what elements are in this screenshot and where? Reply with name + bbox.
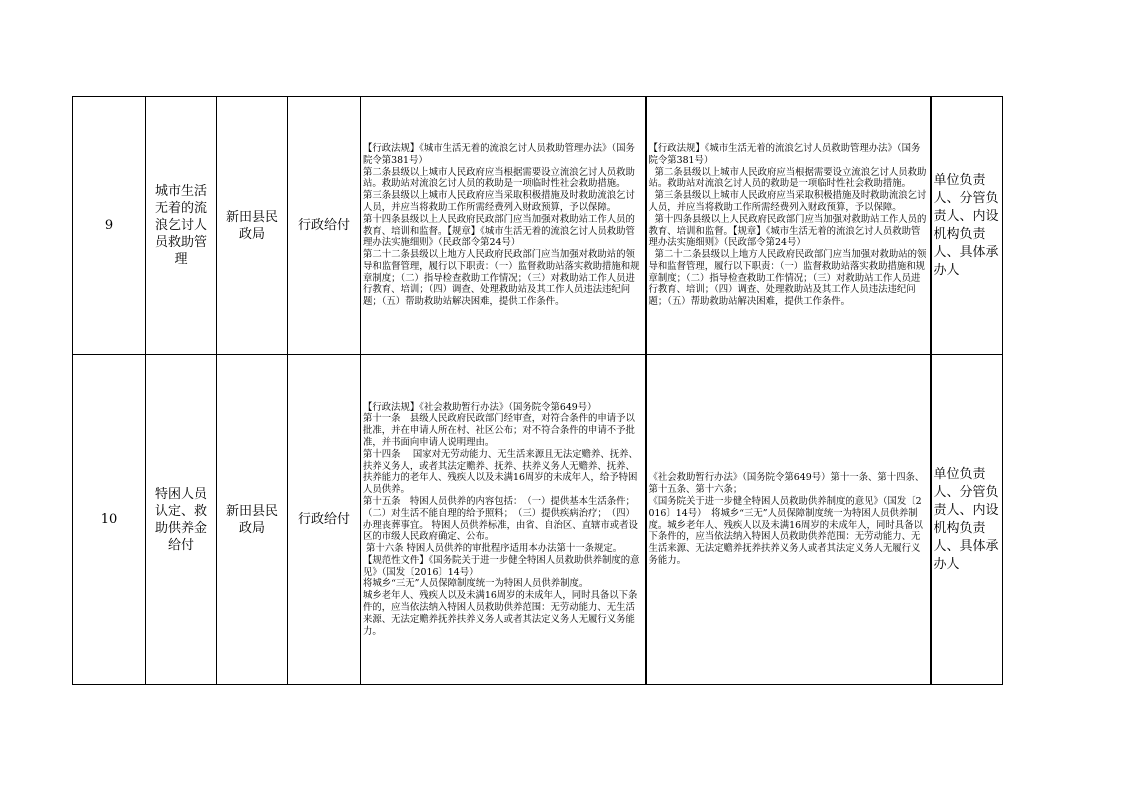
- basis-paragraph: 第二条县级以上城市人民政府应当根据需要设立流浪乞讨人员救助站。救助站对流浪乞讨人员的救助是一项临时性社会救助措施。: [363, 166, 635, 190]
- power-list-table: [72, 96, 1003, 685]
- basis-paragraph: 【规范性文件】《国务院关于进一步健全特困人员救助供养制度的意见》（国发〔2016〕14号）: [363, 554, 640, 578]
- department: 新田县民政局: [217, 355, 288, 685]
- basis-paragraph: 第十一条 县级人民政府民政部门经审查，对符合条件的申请予以批准，并在申请人所在村、社区公布；对不符合条件的申请不予批准，并书面向申请人说明理由。: [363, 413, 635, 448]
- condition-paragraph: 第二条县级以上城市人民政府应当根据需要设立流浪乞讨人员救助站。救助站对流浪乞讨人员的救助是一项临时性社会救助措施。: [648, 166, 927, 190]
- legal-basis: [361, 97, 646, 355]
- accountability-conditions: [646, 97, 931, 355]
- basis-paragraph: 第十五条 特困人员供养的内容包括： （一）提供基本生活条件； （二）对生活不能自理的给予照料； （三）提供疾病治疗； （四）办理丧葬事宜。 特困人员供养标准，由省、自治区、直辖市或者设区的市级人民政府确定、公布。: [363, 495, 640, 543]
- condition-paragraph: 《国务院关于进一步健全特困人员救助供养制度的意见》（国发〔2016〕14号） 将城乡“三无”人员保障制度统一为特困人员供养制度。城乡老年人、残疾人以及未满16周岁的未成年人，同时具备以下条件的，应当依法纳入特困人员救助供养范围：无劳动能力、无生活来源、无法定赡养抚养扶养义务人或者其法定义务人无履行义务能力。: [648, 495, 923, 566]
- item-type: 行政给付: [288, 355, 361, 685]
- department: 新田县民政局: [217, 97, 288, 355]
- table-row: [73, 97, 1003, 355]
- condition-paragraph: 《社会救助暂行办法》（国务院令第649号）第十一条、第十四条、第十五条、第十六条；: [648, 472, 925, 496]
- row-number: 10: [73, 355, 146, 685]
- basis-paragraph: 第十四条县级以上人民政府民政部门应当加强对救助站工作人员的教育、培训和监督。【规章】《城市生活无着的流浪乞讨人员救助管理办法实施细则》（民政部令第24号）: [363, 213, 635, 249]
- basis-paragraph: 城乡老年人、残疾人以及未满16周岁的未成年人，同时具备以下条件的，应当依法纳入特困人员救助供养范围：无劳动能力、无生活来源、无法定赡养抚养扶养义务人或者其法定义务人无履行义务能力。: [363, 590, 638, 637]
- item-name: 城市生活无着的流浪乞讨人员救助管理: [146, 97, 217, 355]
- row-number: 9: [73, 97, 146, 355]
- basis-paragraph: 【行政法规】《城市生活无着的流浪乞讨人员救助管理办法》（国务院令第381号）: [363, 142, 635, 166]
- responsible-persons: 单位负责人、分管负责人、内设机构负责人、具体承办人: [931, 355, 1003, 685]
- responsible-persons: 单位负责人、分管负责人、内设机构负责人、具体承办人: [931, 97, 1003, 355]
- table-row: [73, 355, 1003, 685]
- accountability-conditions: [646, 355, 931, 685]
- legal-basis: [361, 355, 646, 685]
- basis-paragraph: 第十四条 国家对无劳动能力、无生活来源且无法定赡养、抚养、扶养义务人，或者其法定赡养、抚养、扶养义务人无赡养、抚养、扶养能力的老年人、残疾人以及未满16周岁的未成年人，给予特困人员供养。: [363, 448, 638, 496]
- item-name: 特困人员认定、救助供养金给付: [146, 355, 217, 685]
- condition-paragraph: 第十四条县级以上人民政府民政部门应当加强对救助站工作人员的教育、培训和监督。【规章】《城市生活无着的流浪乞讨人员救助管理办法实施细则》（民政部令第24号）: [648, 213, 927, 249]
- basis-paragraph: 第二十二条县级以上地方人民政府民政部门应当加强对救助站的领导和监督管理，履行以下职责：（一）监督救助站落实救助措施和规章制度；（二）指导检查救助工作情况；（三）对救助站工作人员进行教育、培训；（四）调查、处理救助站及其工作人员违法违纪问题；（五）帮助救助站解决困难，提供工作条件。: [363, 249, 640, 308]
- condition-paragraph: 第三条县级以上城市人民政府应当采取积极措施及时救助流浪乞讨人员，并应当将救助工作所需经费列入财政预算，予以保障。: [648, 190, 927, 213]
- basis-paragraph: 将城乡“三无”人员保障制度统一为特困人员供养制度。: [363, 578, 589, 590]
- condition-paragraph: 【行政法规】《城市生活无着的流浪乞讨人员救助管理办法》（国务院令第381号）: [648, 142, 921, 166]
- basis-paragraph: 【行政法规】《社会救助暂行办法》（国务院令第649号）: [363, 401, 597, 413]
- item-type: 行政给付: [288, 97, 361, 355]
- basis-paragraph: 第三条县级以上城市人民政府应当采取积极措施及时救助流浪乞讨人员，并应当将救助工作所需经费列入财政预算，予以保障。: [363, 190, 635, 213]
- condition-paragraph: 第二十二条县级以上地方人民政府民政部门应当加强对救助站的领导和监督管理，履行以下职责：（一）监督救助站落实救助措施和规章制度；（二）指导检查救助工作情况；（三）对救助站工作人员进行教育、培训；（四）调查、处理救助站及其工作人员违法违纪问题；（五）帮助救助站解决困难，提供工作条件。: [648, 249, 927, 308]
- basis-paragraph: 第十六条 特困人员供养的审批程序适用本办法第十一条规定。: [363, 543, 623, 555]
